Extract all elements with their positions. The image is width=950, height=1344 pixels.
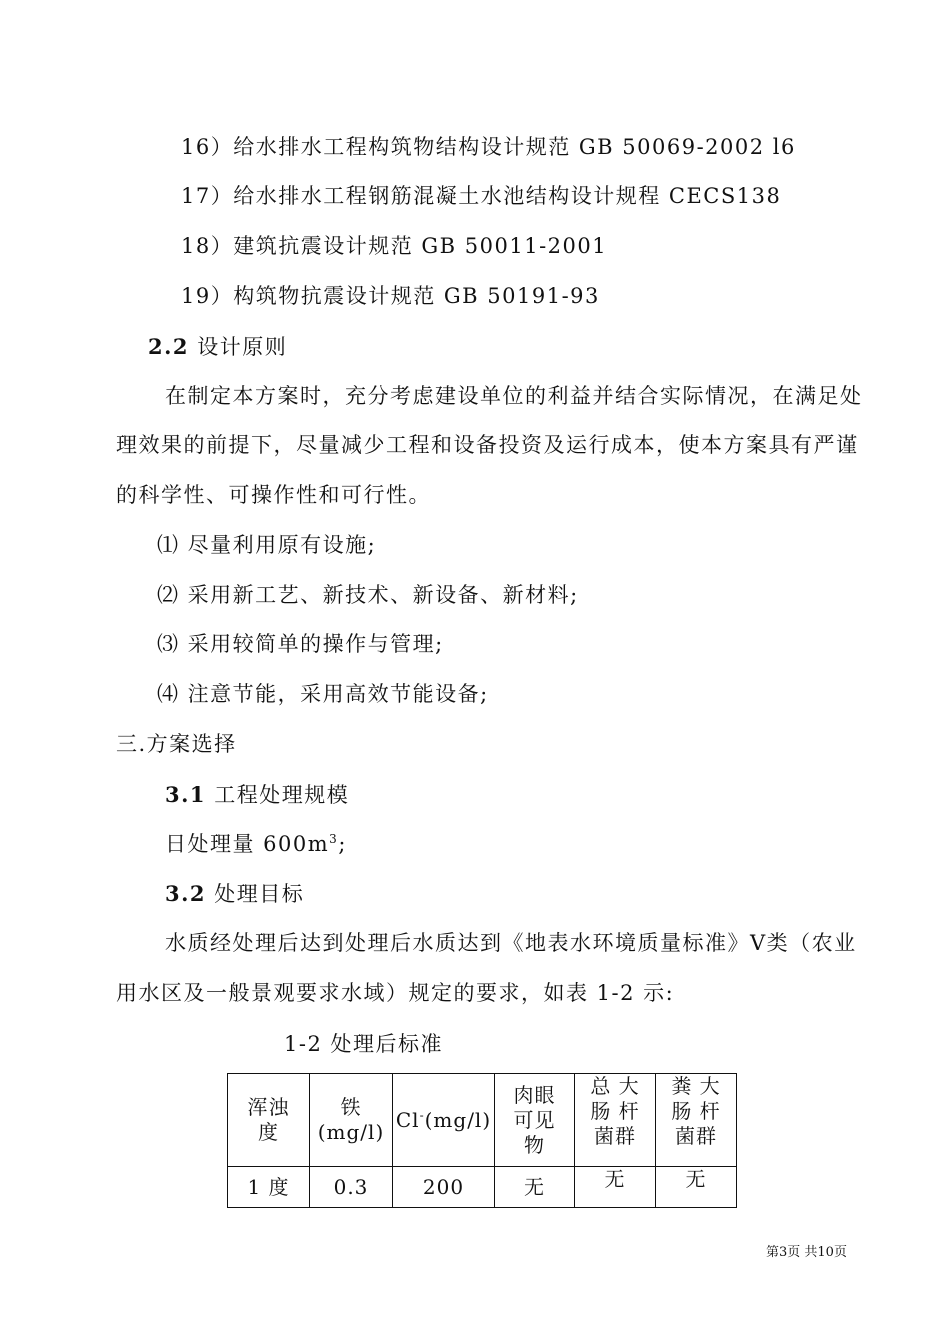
section-heading-2-2	[148, 334, 287, 360]
header-line: 菌群	[594, 1124, 636, 1148]
target-paragraph-line-1: 水质经处理后达到处理后水质达到《地表水环境质量标准》Ⅴ类（农业	[165, 931, 857, 955]
header-visible-matter	[495, 1074, 575, 1167]
standard-item-16: 16）给水排水工程构筑物结构设计规范 GB 50069-2002 l6	[181, 135, 796, 159]
principle-item-3: ⑶ 采用较简单的操作与管理;	[157, 632, 444, 656]
header-line: 可见	[513, 1107, 556, 1132]
header-line: 浑浊	[247, 1095, 290, 1119]
table-cell: 0.3	[310, 1167, 393, 1208]
header-line: (mg/l)	[424, 1107, 492, 1132]
daily-capacity	[165, 832, 347, 857]
section-heading-3-2	[165, 881, 304, 907]
section-heading-3-1	[165, 782, 349, 808]
section-number: 2.2	[148, 334, 190, 359]
principle-paragraph-line-2: 理效果的前提下，尽量减少工程和设备投资及运行成本，使本方案具有严谨	[116, 433, 859, 457]
table-row	[228, 1167, 737, 1208]
header-line: 度	[258, 1120, 279, 1144]
table-cell: 无	[656, 1167, 737, 1208]
standard-item-18: 18）建筑抗震设计规范 GB 50011-2001	[181, 234, 608, 258]
section-number: 3.1	[165, 782, 207, 807]
header-turbidity	[228, 1074, 310, 1167]
table-header-row	[228, 1074, 737, 1167]
header-line: Cl	[395, 1107, 420, 1132]
header-line: 物	[524, 1132, 545, 1157]
daily-capacity-sup: 3	[329, 832, 339, 846]
section-title: 工程处理规模	[214, 783, 350, 807]
target-paragraph-line-2: 用水区及一般景观要求水域）规定的要求，如表 1-2 示:	[116, 981, 675, 1005]
principle-item-2: ⑵ 采用新工艺、新技术、新设备、新材料;	[157, 583, 579, 607]
principle-item-1: ⑴ 尽量利用原有设施;	[157, 533, 377, 557]
table-cell: 无	[575, 1167, 656, 1208]
header-line: 铁	[340, 1095, 362, 1119]
daily-capacity-end: ;	[338, 832, 347, 856]
table-cell: 1 度	[228, 1167, 310, 1208]
section-title: 处理目标	[214, 882, 305, 906]
principle-paragraph-line-1: 在制定本方案时，充分考虑建设单位的利益并结合实际情况，在满足处	[165, 384, 863, 408]
section-number: 3.2	[165, 881, 207, 906]
section-title: 设计原则	[197, 335, 288, 359]
standards-table	[227, 1073, 737, 1208]
header-line: (mg/l)	[317, 1120, 385, 1144]
header-line: 肉眼	[513, 1082, 556, 1107]
principle-item-4: ⑷ 注意节能，采用高效节能设备;	[157, 682, 489, 706]
daily-capacity-text: 日处理量 600m	[165, 832, 330, 856]
header-line: 粪 大	[671, 1074, 721, 1098]
header-iron	[310, 1074, 393, 1167]
header-sup: -	[419, 1107, 425, 1122]
header-line: 肠 杆	[590, 1099, 640, 1123]
page-footer: 第3页 共10页	[766, 1245, 847, 1260]
standard-item-19: 19）构筑物抗震设计规范 GB 50191-93	[181, 284, 600, 308]
header-line: 肠 杆	[671, 1099, 721, 1123]
header-line: 总 大	[590, 1074, 640, 1098]
table-cell: 无	[495, 1167, 575, 1208]
standard-item-17: 17）给水排水工程钢筋混凝土水池结构设计规程 CECS138	[181, 184, 782, 208]
principle-paragraph-line-3: 的科学性、可操作性和可行性。	[116, 483, 431, 507]
header-fecal-coliform	[656, 1074, 737, 1167]
header-chloride	[393, 1074, 495, 1167]
header-line: 菌群	[675, 1124, 717, 1148]
table-caption: 1-2 处理后标准	[284, 1032, 443, 1056]
header-total-coliform	[575, 1074, 656, 1167]
section-heading-3: 三.方案选择	[116, 732, 237, 756]
table-cell: 200	[393, 1167, 495, 1208]
